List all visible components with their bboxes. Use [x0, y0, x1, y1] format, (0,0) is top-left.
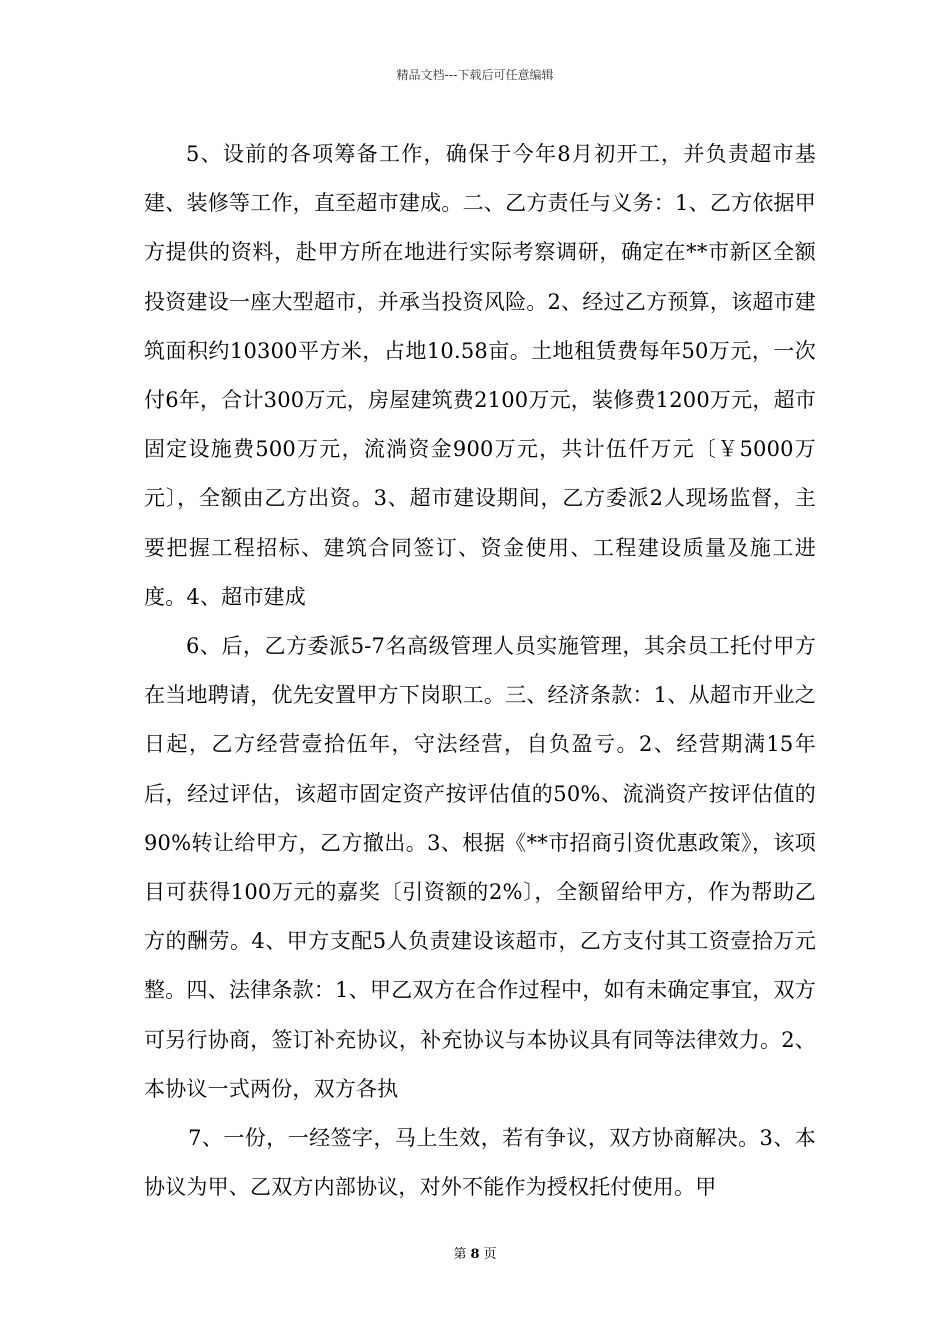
page-number: 8 [470, 1247, 480, 1262]
page-header: 精品文档---下载后可任意编辑 [396, 68, 554, 82]
document-body [144, 130, 816, 1212]
paragraph-7: 7、一份，一经签字，马上生效，若有争议，双方协商解决。3、本协议为甲、乙双方内部协议，对外不能作为授权托付使用。甲 [144, 1126, 816, 1200]
paragraph-5: 5、设前的各项筹备工作，确保于今年8月初开工，并负责超市基建、装修等工作，直至超市建成。二、乙方责任与义务：1、乙方依据甲方提供的资料，赴甲方所在地进行实际考察调研，确定在**市新区全额投资建设一座大型超市，并承当投资风险。2、经过乙方预算，该超市建筑面积约10300平方米，占地10.58亩。土地租赁费每年50万元，一次付6年，合计300万元，房屋建筑费2100万元，装修费1200万元，超市固定设施费500万元，流淌资金900万元，共计伍仟万元〔￥5000万元〕，全额由乙方出资。3、超市建设期间，乙方委派2人现场监督，主要把握工程招标、建筑合同签订、资金使用、工程建设质量及施工进度。4、超市建成 [144, 142, 816, 609]
page-footer [0, 1243, 950, 1262]
paragraph-6: 6、后，乙方委派5-7名高级管理人员实施管理，其余员工托付甲方在当地聘请，优先安置甲方下岗职工。三、经济条款：1、从超市开业之日起，乙方经营壹拾伍年，守法经营，自负盈亏。2、经营期满15年后，经过评估，该超市固定资产按评估值的50%、流淌资产按评估值的90%转让给甲方，乙方撤出。3、根据《**市招商引资优惠政策》，该项目可获得100万元的嘉奖〔引资额的2%〕，全额留给甲方，作为帮助乙方的酬劳。4、甲方支配5人负责建设该超市，乙方支付其工资壹拾万元整。四、法律条款：1、甲乙双方在合作过程中，如有未确定事宜，双方可另行协商，签订补充协议，补充协议与本协议具有同等法律效力。2、本协议一式两份，双方各执 [144, 634, 816, 1101]
footer-prefix: 第 [453, 1247, 467, 1262]
footer-suffix: 页 [483, 1247, 497, 1262]
